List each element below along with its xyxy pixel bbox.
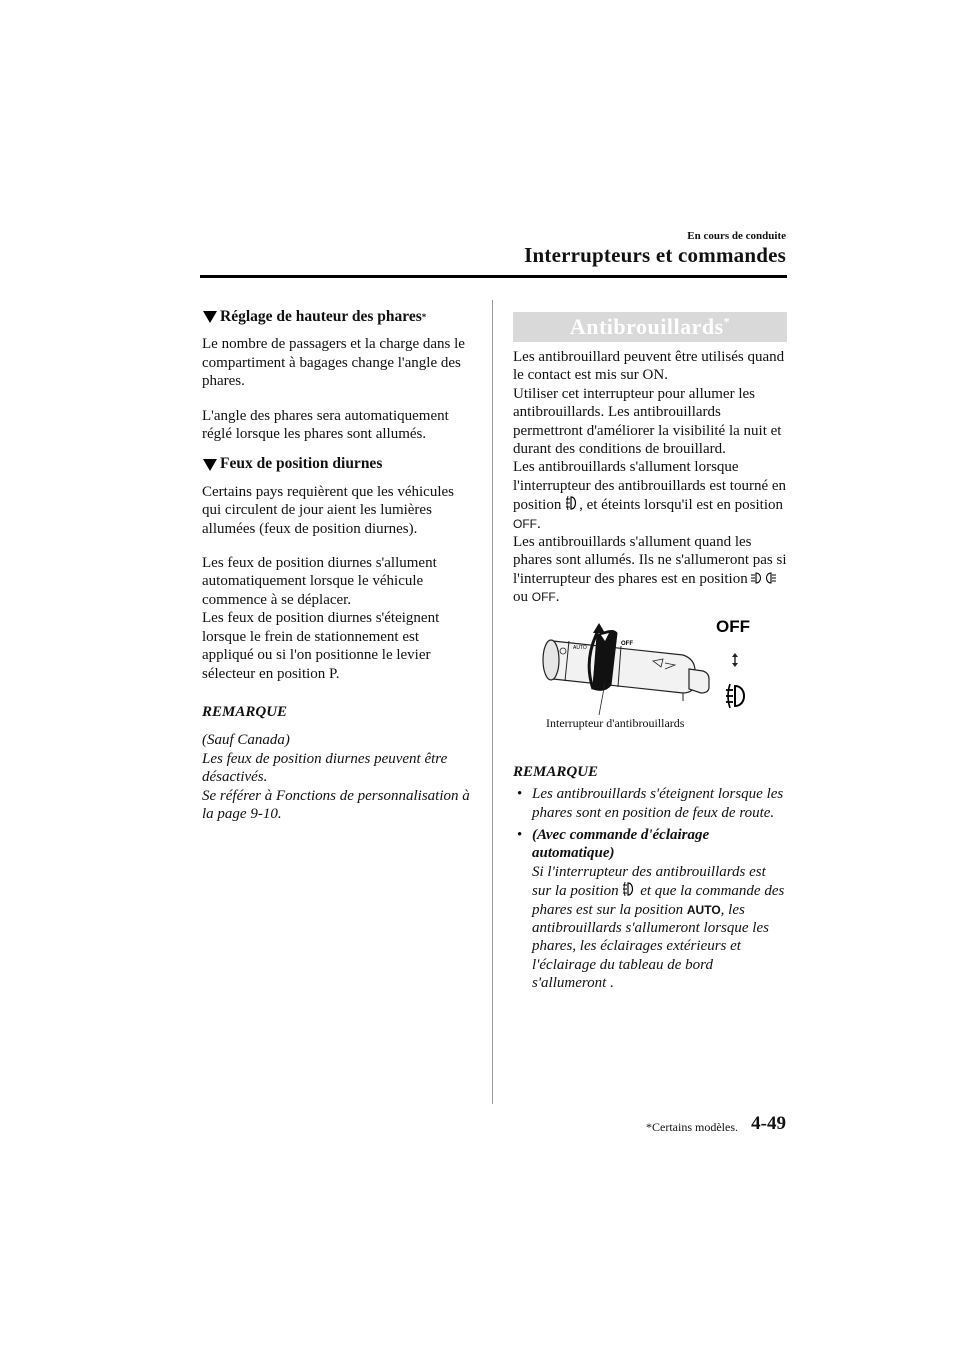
svg-text:AUTO: AUTO: [573, 644, 587, 651]
figure-caption: Interrupteur d'antibrouillards: [546, 715, 685, 730]
header-rule: [200, 275, 787, 278]
section-banner: [513, 312, 787, 342]
paragraph: [513, 533, 787, 607]
heading-daytime-running-lights: [202, 455, 470, 473]
text-span: ou: [513, 589, 528, 606]
page-number: 4-49: [751, 1113, 786, 1134]
fog-switch-figure: [513, 619, 787, 749]
off-indicator-icon: OFF: [716, 618, 750, 636]
heading-headlight-leveling: Réglage de hauteur des phares *: [202, 308, 470, 326]
off-label: OFF: [513, 516, 537, 531]
section-label: En cours de conduite: [687, 230, 786, 242]
optional-mark: *: [723, 314, 731, 329]
text-span: Les antibrouillards s'allument lorsque l'interrupteur des antibrouillards est tourné en position: [513, 459, 787, 514]
triangle-bullet-icon: [203, 311, 217, 323]
paragraph: L'angle des phares sera automatiquement réglé lorsque les phares sont allumés.: [202, 407, 449, 443]
note-text: Se référer à Fonctions de personnalisation à la page 9-10.: [202, 787, 470, 822]
fog-light-icon: [726, 684, 744, 708]
note-title: REMARQUE: [513, 763, 599, 780]
parking-light-icon: [751, 571, 777, 585]
list-item: • Les antibrouillards s'éteignent lorsque les phares sont en position de feux de route.: [517, 786, 784, 821]
paragraph: Le nombre de passagers et la charge dans le compartiment à bagages change l'angle des phares.: [202, 336, 465, 390]
paragraph: Utiliser cet interrupteur pour allumer les antibrouillards. Les antibrouillards permettront d'améliorer la visibilité la nuit et durant des conditions de brouillard.: [513, 385, 782, 458]
auto-label: AUTO: [686, 902, 721, 917]
text-span: , les antibrouillards s'allumeront lorsque les phares, les éclairages extérieurs et l'éclairage du tableau de bord s'allumeront .: [532, 901, 769, 992]
fog-light-icon: [622, 881, 636, 897]
off-label: OFF: [531, 590, 556, 605]
list-item: • (Avec commande d'éclairage automatique) Si l'interrupteur des antibrouillards est sur la position et que la commande des phares est sur la position AUTO, les antibrouillards s'allumeront lorsque les phares, les éclairages extérieurs et l'éclairage du tableau de bord s'allumeront .: [517, 826, 785, 992]
paragraph: Les antibrouillard peuvent être utilisés quand le contact est mis sur ON.: [513, 349, 785, 384]
fog-light-icon: [565, 495, 579, 511]
text-span: .: [555, 589, 560, 606]
text-span: Si l'interrupteur des antibrouillards est sur la position: [532, 863, 766, 900]
text-span: (Avec commande d'éclairage automatique): [532, 826, 710, 862]
note-text: (Sauf Canada): [202, 732, 290, 749]
triangle-bullet-icon: [203, 459, 217, 471]
paragraph: [513, 458, 787, 533]
heading-text: Réglage de hauteur des phares: [220, 308, 422, 325]
column-divider: [492, 300, 493, 1104]
text-span: Les antibrouillards s'éteignent lorsque les phares sont en position de feux de route.: [532, 786, 784, 821]
text-span: et que la commande des phares est sur la position: [532, 883, 785, 918]
text-span: , et éteints lorsqu'il est en position: [579, 497, 784, 514]
text-span: .: [537, 515, 541, 532]
paragraph: Les feux de position diurnes s'allument automatiquement lorsque le véhicule commence à se déplacer.: [202, 555, 437, 608]
heading-text: Feux de position diurnes: [220, 455, 383, 473]
paragraph: Les feux de position diurnes s'éteignent lorsque le frein de stationnement est appliqué ou si l'on positionne le levier sélecteur en position P.: [202, 610, 440, 682]
banner-text: Antibrouillards: [569, 314, 724, 339]
note-title: REMARQUE: [202, 703, 288, 720]
footnote: *Certains modèles.: [646, 1120, 738, 1134]
left-column: [202, 308, 470, 823]
page-title: Interrupteurs et commandes: [524, 243, 786, 267]
right-column: [513, 312, 787, 993]
note-text: Les feux de position diurnes peuvent être désactivés.: [202, 750, 448, 786]
note-list: [513, 785, 787, 992]
svg-text:OFF: OFF: [621, 640, 633, 647]
paragraph: Certains pays requièrent que les véhicules qui circulent de jour aient les lumières allumées (feux de position diurnes).: [202, 483, 454, 537]
text-span: Les antibrouillards s'allument quand les phares sont allumés. Ils ne s'allumeront pas si l'interrupteur des phares est en position: [513, 534, 787, 587]
